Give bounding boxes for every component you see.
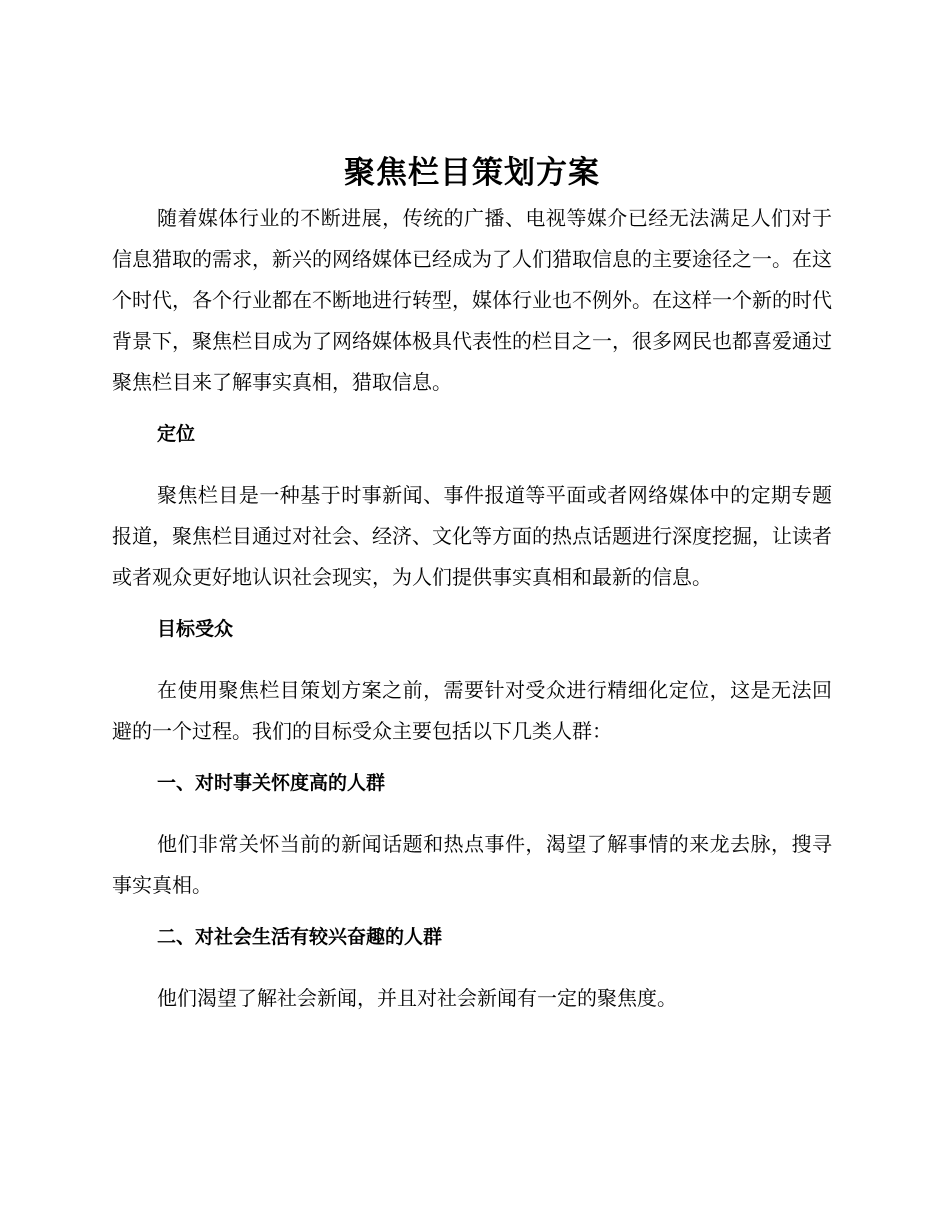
section-paragraph-target-audience: 在使用聚焦栏目策划方案之前，需要针对受众进行精细化定位，这是无法回避的一个过程。我们的目标受众主要包括以下几类人群：: [112, 678, 832, 743]
intro-paragraph: 随着媒体行业的不断进展，传统的广播、电视等媒介已经无法满足人们对于信息猎取的需求，新兴的网络媒体已经成为了人们猎取信息的主要途径之一。在这个时代，各个行业都在不断地进行转型，媒体行业也不例外。在这样一个新的时代背景下，聚焦栏目成为了网络媒体极具代表性的栏目之一，很多网民也都喜爱通过聚焦栏目来了解事实真相，猎取信息。: [112, 206, 832, 394]
section-paragraph-social-life-group: 他们渴望了解社会新闻，并且对社会新闻有一定的聚焦度。: [157, 986, 677, 1010]
section-heading-social-life-group: 二、对社会生活有较兴奋趣的人群: [157, 926, 443, 948]
document-page: [112, 148, 832, 1019]
section-heading-target-audience: 目标受众: [157, 618, 234, 640]
section-paragraph-current-affairs-group: 他们非常关怀当前的新闻话题和热点事件，渴望了解事情的来龙去脉，搜寻事实真相。: [112, 832, 832, 897]
section-paragraph-positioning: 聚焦栏目是一种基于时事新闻、事件报道等平面或者网络媒体中的定期专题报道，聚焦栏目通过对社会、经济、文化等方面的热点话题进行深度挖掘，让读者或者观众更好地认识社会现实，为人们提供事实真相和最新的信息。: [112, 483, 832, 589]
section-heading-current-affairs-group: 一、对时事关怀度高的人群: [157, 772, 386, 794]
section-heading-positioning: 定位: [157, 423, 196, 445]
document-title: 聚焦栏目策划方案: [344, 155, 600, 191]
